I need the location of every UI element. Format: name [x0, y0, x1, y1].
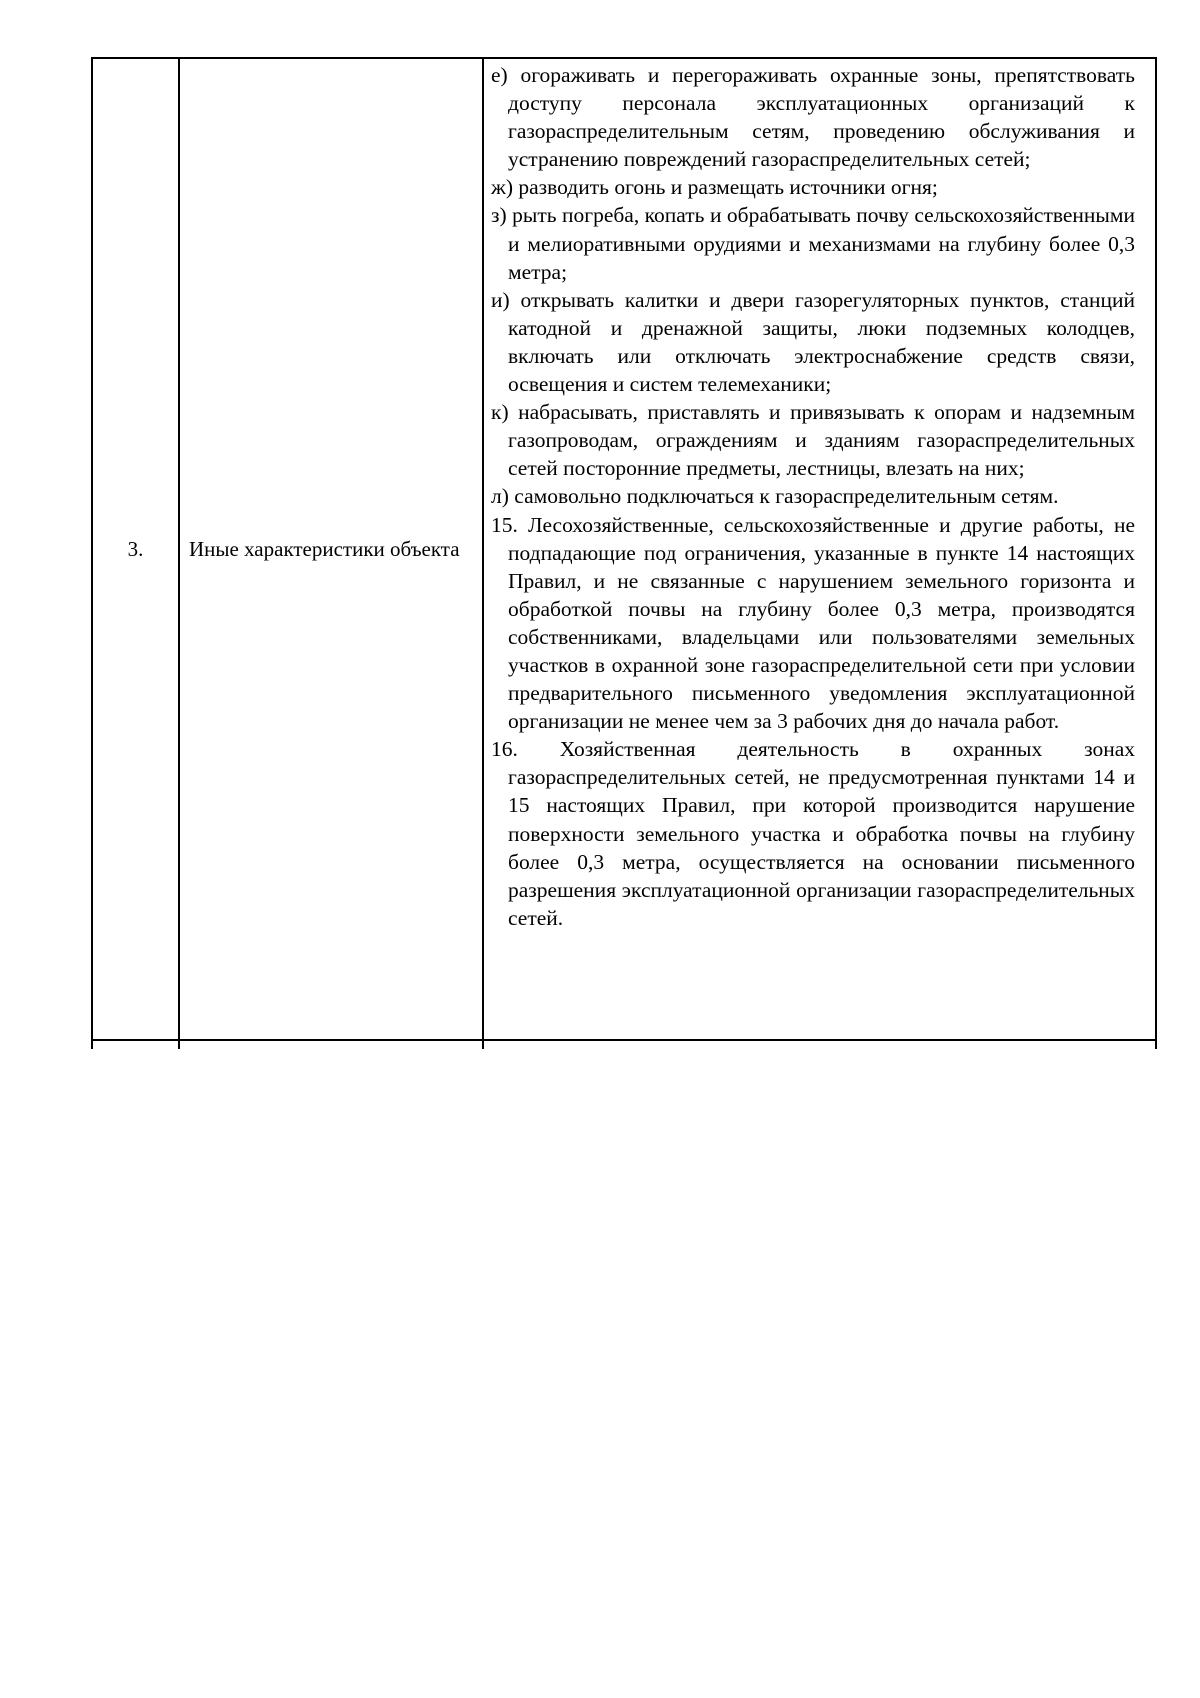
row-name: Иные характеристики объекта: [189, 536, 460, 561]
row-name-cell: [179, 58, 483, 1040]
characteristics-table: [91, 57, 1157, 1049]
paragraph-z: з) рыть погреба, копать и обрабатывать почву сельскохозяйственными и мелиоративными орудиями и механизмами на глубину более 0,3 метра;: [491, 203, 1135, 284]
paragraph-i: и) открывать калитки и двери газорегуляторных пунктов, станций катодной и дренажной защиты, люки подземных колодцев, включать или отключать электроснабжение средств связи, освещения и систем телемеханики;: [491, 287, 1135, 397]
paragraph-k: к) набрасывать, приставлять и привязывать к опорам и надземным газопроводам, ограждениям и зданиям газораспределительных сетей посторонние предметы, лестницы, влезать на них;: [491, 400, 1135, 481]
paragraph-e: е) огораживать и перегораживать охранные зоны, препятствовать доступу персонала эксплуатационных организаций к газораспределительным сетям, проведению обслуживания и устранению повреждений газораспределительных сетей;: [491, 63, 1135, 172]
row-description: [483, 58, 1156, 1040]
paragraph-15: 15. Лесохозяйственные, сельскохозяйственные и другие работы, не подпадающие под ограничения, указанные в пункте 14 настоящих Правил, и не связанные с нарушением земельного горизонта и обработкой почвы на глубину более 0,3 метра, производятся собственниками, владельцами или пользователями земельных участков в охранной зоне газораспределительной сети при условии предварительного письменного уведомления эксплуатационной организации не менее чем за 3 рабочих дня до начала работ.: [491, 512, 1135, 734]
paragraph-zh: ж) разводить огонь и размещать источники огня;: [491, 175, 938, 200]
paragraph-16: 16. Хозяйственная деятельность в охранных зонах газораспределительных сетей, не предусмотренная пунктами 14 и 15 настоящих Правил, при которой производится нарушение поверхности земельного участка и обработка почвы на глубину более 0,3 метра, осуществляется на основании письменного разрешения эксплуатационной организации газораспределительных сетей.: [491, 737, 1135, 930]
table-row: [92, 58, 1156, 1040]
paragraph-l: л) самовольно подключаться к газораспределительным сетям.: [491, 484, 1059, 509]
table-row-continuation: [92, 1040, 1156, 1049]
row-number: 3.: [92, 58, 179, 1040]
